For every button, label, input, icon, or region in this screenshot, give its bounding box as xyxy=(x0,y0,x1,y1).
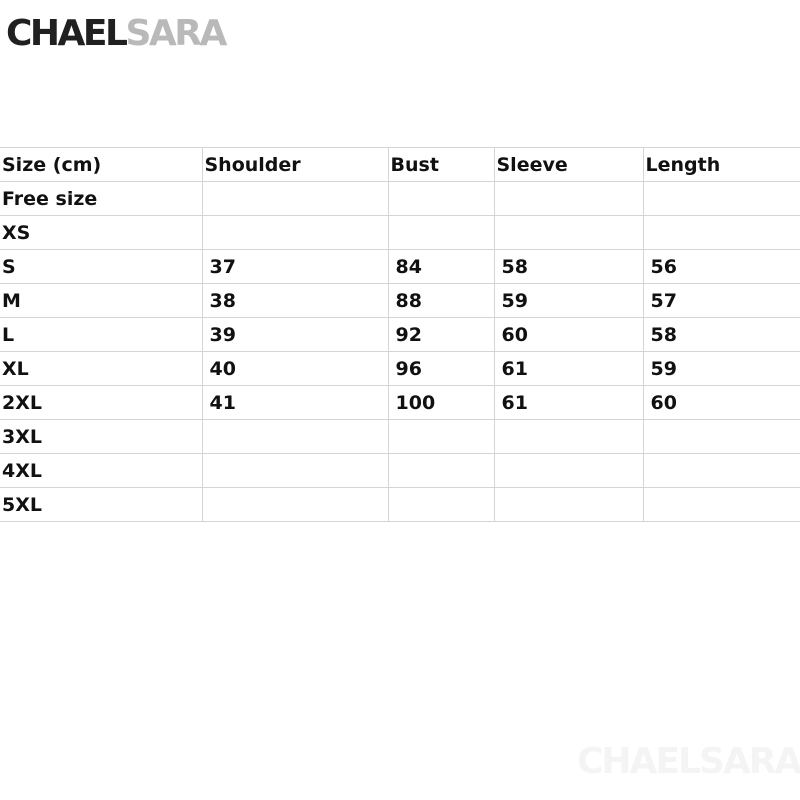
shoulder-cell: 38 xyxy=(202,284,388,318)
bust-cell xyxy=(388,420,494,454)
shoulder-cell: 39 xyxy=(202,318,388,352)
size-cell: M xyxy=(0,284,202,318)
sleeve-cell: 61 xyxy=(494,352,643,386)
sleeve-cell: 59 xyxy=(494,284,643,318)
brand-logo-part1: CHAEL xyxy=(6,13,126,54)
brand-watermark: CHAELSARA xyxy=(577,741,800,782)
sleeve-cell xyxy=(494,454,643,488)
bust-cell xyxy=(388,454,494,488)
length-cell xyxy=(643,488,800,522)
length-cell: 58 xyxy=(643,318,800,352)
shoulder-cell xyxy=(202,182,388,216)
size-cell: 2XL xyxy=(0,386,202,420)
size-cell: Free size xyxy=(0,182,202,216)
header-shoulder: Shoulder xyxy=(202,148,388,182)
length-cell: 57 xyxy=(643,284,800,318)
length-cell xyxy=(643,182,800,216)
shoulder-cell xyxy=(202,216,388,250)
table-row xyxy=(0,454,800,488)
table-header-row xyxy=(0,148,800,182)
size-cell: 3XL xyxy=(0,420,202,454)
table-row xyxy=(0,250,800,284)
header-size: Size (cm) xyxy=(0,148,202,182)
length-cell: 56 xyxy=(643,250,800,284)
header-sleeve: Sleeve xyxy=(494,148,643,182)
shoulder-cell: 40 xyxy=(202,352,388,386)
bust-cell xyxy=(388,182,494,216)
length-cell xyxy=(643,454,800,488)
sleeve-cell: 58 xyxy=(494,250,643,284)
size-cell: L xyxy=(0,318,202,352)
size-cell: 5XL xyxy=(0,488,202,522)
table-row xyxy=(0,318,800,352)
sleeve-cell xyxy=(494,216,643,250)
length-cell xyxy=(643,420,800,454)
bust-cell: 88 xyxy=(388,284,494,318)
table-row xyxy=(0,420,800,454)
bust-cell: 96 xyxy=(388,352,494,386)
size-cell: XL xyxy=(0,352,202,386)
size-chart-table xyxy=(0,147,800,522)
bust-cell: 84 xyxy=(388,250,494,284)
size-cell: XS xyxy=(0,216,202,250)
brand-logo-part2: SARA xyxy=(125,13,225,54)
table-row xyxy=(0,386,800,420)
sleeve-cell xyxy=(494,488,643,522)
table-row xyxy=(0,352,800,386)
size-cell: 4XL xyxy=(0,454,202,488)
shoulder-cell xyxy=(202,488,388,522)
header-length: Length xyxy=(643,148,800,182)
length-cell: 60 xyxy=(643,386,800,420)
bust-cell xyxy=(388,216,494,250)
length-cell xyxy=(643,216,800,250)
length-cell: 59 xyxy=(643,352,800,386)
bust-cell: 92 xyxy=(388,318,494,352)
sleeve-cell xyxy=(494,182,643,216)
sleeve-cell xyxy=(494,420,643,454)
bust-cell: 100 xyxy=(388,386,494,420)
brand-logo xyxy=(6,12,225,56)
sleeve-cell: 61 xyxy=(494,386,643,420)
table-row xyxy=(0,216,800,250)
sleeve-cell: 60 xyxy=(494,318,643,352)
table-row xyxy=(0,182,800,216)
header-bust: Bust xyxy=(388,148,494,182)
bust-cell xyxy=(388,488,494,522)
shoulder-cell xyxy=(202,454,388,488)
size-cell: S xyxy=(0,250,202,284)
table-row xyxy=(0,488,800,522)
shoulder-cell xyxy=(202,420,388,454)
table-row xyxy=(0,284,800,318)
shoulder-cell: 37 xyxy=(202,250,388,284)
shoulder-cell: 41 xyxy=(202,386,388,420)
